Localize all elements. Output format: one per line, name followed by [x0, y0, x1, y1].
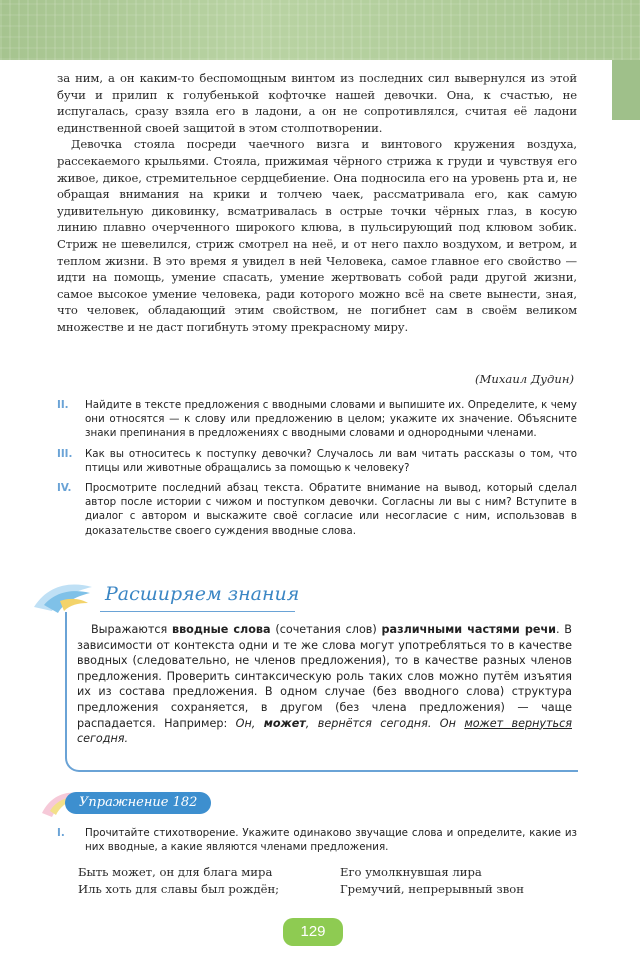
task-text: Как вы относитесь к поступку девочки? Случалось ли вам читать рассказы о том, что птицы или животные обращались за помощью к человеку?	[85, 447, 577, 474]
extension-title: Расширяем знания	[105, 583, 300, 605]
poem-right-column	[340, 864, 524, 898]
top-banner	[0, 0, 640, 60]
ext-text-2: (сочетания слов)	[270, 623, 382, 636]
ext-example-3: сегодня.	[77, 732, 129, 746]
exercise-task-number: I.	[57, 827, 65, 839]
task-item	[57, 447, 577, 475]
story-text	[57, 70, 577, 336]
story-paragraph-1: за ним, а он каким-то беспомощным винтом из последних сил вывернулся из этой бучи и прилип к голубенькой кофточке нашей девочки. Она, к счастью, не испугалась, сразу взяла его в ладони, а он не сопротивлялся, считая её ладони единственной своей защитой в этом столпотворении.	[57, 71, 577, 135]
exercise-task-text: Прочитайте стихотворение. Укажите одинаково звучащие слова и определите, какие из них вводные, а какие являются членами предложения.	[85, 827, 577, 853]
task-number: III.	[57, 447, 73, 460]
exercise-task	[57, 826, 577, 854]
ext-text-1: Выражаются	[91, 623, 172, 636]
exercise-header	[40, 787, 240, 821]
page-number: 129	[283, 918, 343, 946]
extension-text	[77, 622, 572, 747]
ext-example-1: Он,	[235, 716, 264, 730]
poem-line: Быть может, он для блага мира	[78, 865, 273, 879]
task-item	[57, 398, 577, 441]
bird-icon	[30, 577, 100, 617]
poem-line: Гремучий, непрерывный звон	[340, 882, 524, 896]
ext-bold-1: вводные слова	[171, 623, 271, 636]
task-number: IV.	[57, 482, 72, 495]
poem-line: Его умолкнувшая лира	[340, 865, 482, 879]
ext-example-2: , вернётся сегодня. Он	[305, 716, 465, 730]
task-list	[57, 398, 577, 544]
ext-example-bold: может	[263, 716, 306, 730]
story-paragraph-2: Девочка стояла посреди чаечного визга и винтового кружения воздуха, рассекаемого крыльями. Стояла, прижимая чёрного стрижа к груди и чувствуя его живое, дикое, стремительное сердцебиение. Она подносила его на уровень рта и, не обращая внимания на крики и толчею чаек, рассматривала его, как самую удивительную диковинку, всматривалась в острые точки чёрных глаз, в косую линию плавно очерченного широкого клюва, в пульсирующий под клювом зобик. Стриж не шевелился, стриж смотрел на неё, и от него пахло воздухом, и ветром, и теплом жизни. В это время я увидел в ней Человека, самое главное его свойство — идти на помощь, умение спасать, умение жертвовать собой ради другой жизни, самое высокое умение человека, ради которого можно всё на свете вынести, зная, что человек, обладающий этим свойством, не погибнет сам в своём великом множестве и не даст погибнуть этому прекрасному миру.	[57, 137, 577, 334]
task-text: Просмотрите последний абзац текста. Обратите внимание на вывод, который сделал автор после истории с чижом и поступком девочки. Согласны ли вы с ним? Вступите в диалог с автором и выскажите своё согласие или несогласие с ним, использовав в доказательстве своего суждения вводные слова.	[85, 482, 577, 537]
task-number: II.	[57, 399, 69, 411]
exercise-label: Упражнение 182	[65, 792, 211, 814]
ext-text-3: . В зависимости от контекста одни и те же слова могут употребляться то в качестве вводных (следовательно, не членов предложения), то в качестве разных членов предложения. Проверить синтаксическую роль таких слов можно путём изъятия их из состава предложения. В одном случае (без вводного слова) структура предложения сохраняется, в другом (без члена предложения) — чаще распадается. Например:	[77, 623, 572, 730]
ext-bold-2: различными частями речи	[381, 623, 556, 636]
task-item	[57, 481, 577, 538]
poem-line: Иль хоть для славы был рождён;	[78, 882, 280, 896]
story-author: (Михаил Дудин)	[475, 372, 574, 386]
right-margin-band	[612, 60, 640, 120]
poem-left-column	[78, 864, 279, 898]
ext-example-underlined: может вернуться	[464, 716, 572, 730]
task-text: Найдите в тексте предложения с вводными словами и выпишите их. Определите, к чему они относятся — к слову или предложению в целом; укажите их значение. Объясните знаки препинания в предложениях с вводными словами и однородными членами.	[85, 399, 577, 440]
